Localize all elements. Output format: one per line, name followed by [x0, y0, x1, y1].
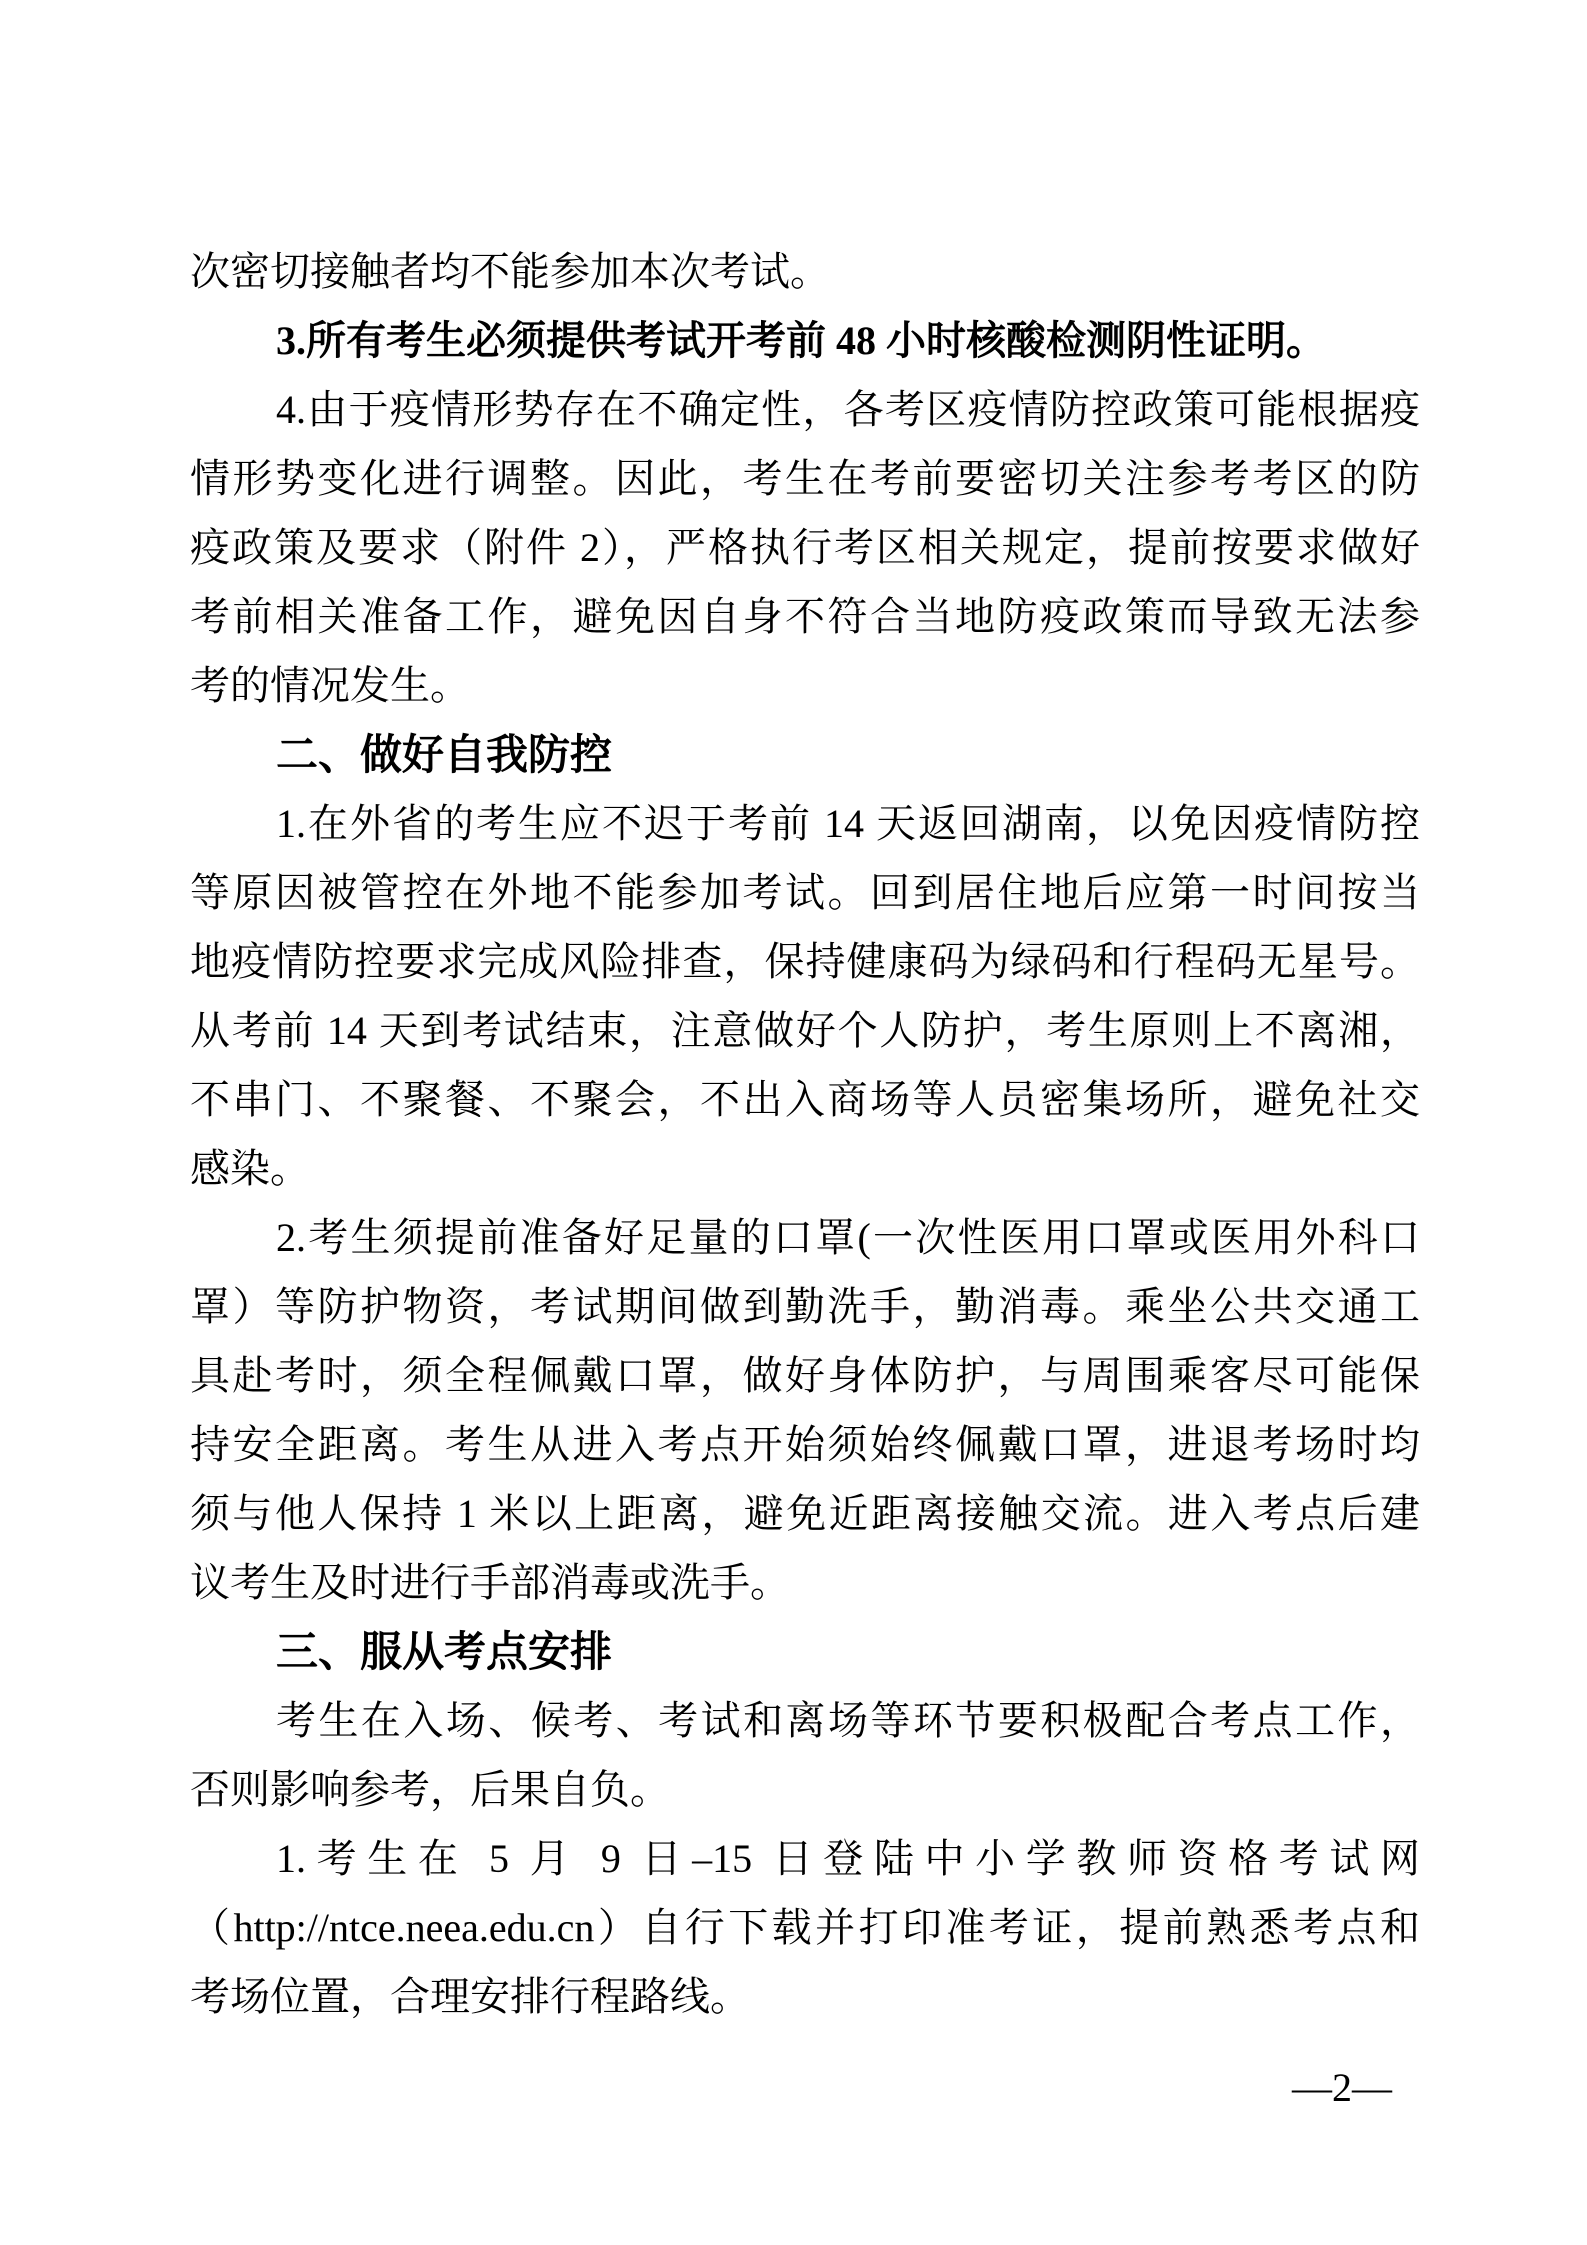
doc-line: 议考生及时进行手部消毒或洗手。 — [190, 1560, 790, 1605]
doc-line: 考的情况发生。 — [190, 663, 470, 708]
doc-line: 情形势变化进行调整。因此，考生在考前要密切关注参考考区的防 — [190, 456, 1420, 501]
key-requirement-line: 3.所有考生必须提供考试开考前 48 小时核酸检测阴性证明。 — [276, 318, 1326, 363]
doc-line: 考生在入场、候考、考试和离场等环节要积极配合考点工作， — [276, 1698, 1420, 1743]
doc-line: 考场位置，合理安排行程路线。 — [190, 1974, 750, 2019]
page-number: —2— — [1292, 2065, 1392, 2110]
doc-line: 1.在外省的考生应不迟于考前 14 天返回湖南，以免因疫情防控 — [276, 801, 1420, 846]
doc-line: 感染。 — [190, 1146, 310, 1191]
doc-line: 否则影响参考，后果自负。 — [190, 1767, 670, 1812]
doc-line: 疫政策及要求（附件 2），严格执行考区相关规定，提前按要求做好 — [190, 525, 1420, 570]
doc-line: 具赴考时，须全程佩戴口罩，做好身体防护，与周围乘客尽可能保 — [190, 1353, 1420, 1398]
doc-line: 等原因被管控在外地不能参加考试。回到居住地后应第一时间按当 — [190, 870, 1420, 915]
doc-line: 罩）等防护物资，考试期间做到勤洗手，勤消毒。乘坐公共交通工 — [190, 1284, 1420, 1329]
doc-line: 1.考生在 5 月 9 日–15 日登陆中小学教师资格考试网 — [276, 1836, 1420, 1881]
document-text-block — [190, 237, 1420, 2031]
section-heading: 二、做好自我防控 — [276, 731, 613, 778]
doc-line: 次密切接触者均不能参加本次考试。 — [190, 249, 830, 294]
doc-line: 4.由于疫情形势存在不确定性，各考区疫情防控政策可能根据疫 — [276, 387, 1420, 432]
doc-line: 从考前 14 天到考试结束，注意做好个人防护，考生原则上不离湘， — [190, 1008, 1420, 1053]
doc-line: 持安全距离。考生从进入考点开始须始终佩戴口罩，进退考场时均 — [190, 1422, 1420, 1467]
section-heading: 三、服从考点安排 — [276, 1628, 613, 1675]
doc-line: 考前相关准备工作，避免因自身不符合当地防疫政策而导致无法参 — [190, 594, 1420, 639]
doc-line: （http://ntce.neea.edu.cn）自行下载并打印准考证，提前熟悉考点和 — [190, 1905, 1420, 1950]
doc-line: 2.考生须提前准备好足量的口罩(一次性医用口罩或医用外科口 — [276, 1215, 1420, 1260]
doc-line: 地疫情防控要求完成风险排查，保持健康码为绿码和行程码无星号。 — [190, 939, 1420, 984]
doc-line: 须与他人保持 1 米以上距离，避免近距离接触交流。进入考点后建 — [190, 1491, 1420, 1536]
doc-line: 不串门、不聚餐、不聚会，不出入商场等人员密集场所，避免社交 — [190, 1077, 1420, 1122]
